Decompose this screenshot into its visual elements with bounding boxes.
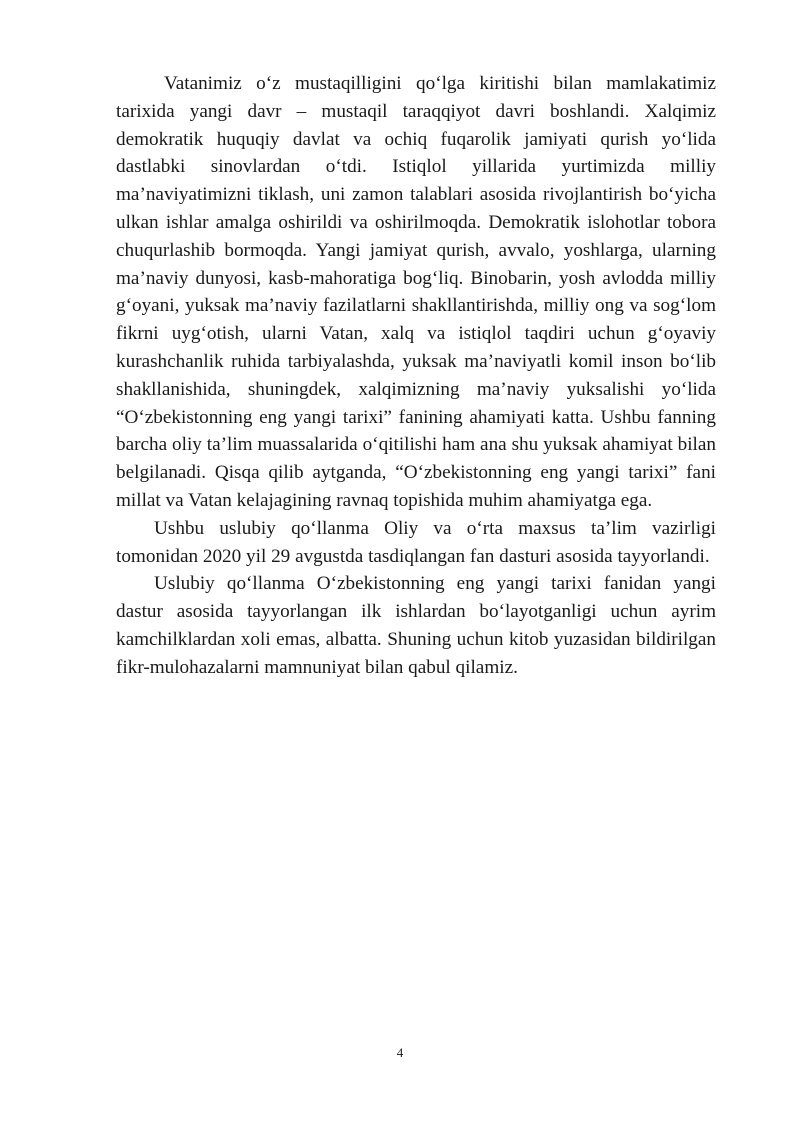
paragraph-methodology: Ushbu uslubiy qo‘llanma Oliy va o‘rta maxsus ta’lim vazirligi tomonidan 2020 yil 29 avgustda tasdiqlangan fan dasturi asosida tayyorlandi. bbox=[116, 517, 716, 567]
page-number: 4 bbox=[396, 1045, 404, 1060]
body-text bbox=[116, 70, 716, 682]
paragraph-intro: Vatanimiz o‘z mustaqilligini qo‘lga kiritishi bilan mamlakatimiz tarixida yangi davr – mustaqil taraqqiyot davri boshlandi. Xalqimiz demokratik huquqiy davlat va ochiq fuqarolik jamiyati qurish yo‘lida dastlabki sinovlardan o‘tdi. Istiqlol yillarida yurtimizda milliy ma’naviyatimizni tiklash, uni zamon talablari asosida rivojlantirish bo‘yicha ulkan ishlar amalga oshirildi va oshirilmoqda. Demokratik islohotlar tobora chuqurlashib bormoqda. Yangi jamiyat qurish, avvalo, yoshlarga, ularning ma’naviy dunyosi, kasb-mahoratiga bog‘liq. Binobarin, yosh avlodda milliy g‘oyani, yuksak ma’naviy fazilatlarni shakllantirishda, milliy ong va sog‘lom fikrni uyg‘otish, ularni Vatan, xalq va istiqlol taqdiri uchun g‘oyaviy kurashchanlik ruhida tarbiyalashda, yuksak ma’naviyatli komil inson bo‘lib shakllanishida, shuningdek, xalqimizning ma’naviy yuksalishi yo‘lida “O‘zbekistonning eng yangi tarixi” fanining ahamiyati katta. Ushbu fanning barcha oliy ta’lim muassalarida o‘qitilishi ham ana shu yuksak ahamiyat bilan belgilanadi. Qisqa qilib aytganda, “O‘zbekistonning eng yangi tarixi” fani millat va Vatan kelajagining ravnaq topishida muhim ahamiyatga ega. bbox=[116, 73, 716, 511]
paragraph-closing: Uslubiy qo‘llanma O‘zbekistonning eng yangi tarixi fanidan yangi dastur asosida tayyorlangan ilk ishlardan bo‘layotganligi uchun ayrim kamchilklardan xoli emas, albatta. Shuning uchun kitob yuzasidan bildirilgan fikr-mulohazalarni mamnuniyat bilan qabul qilamiz. bbox=[116, 573, 716, 678]
